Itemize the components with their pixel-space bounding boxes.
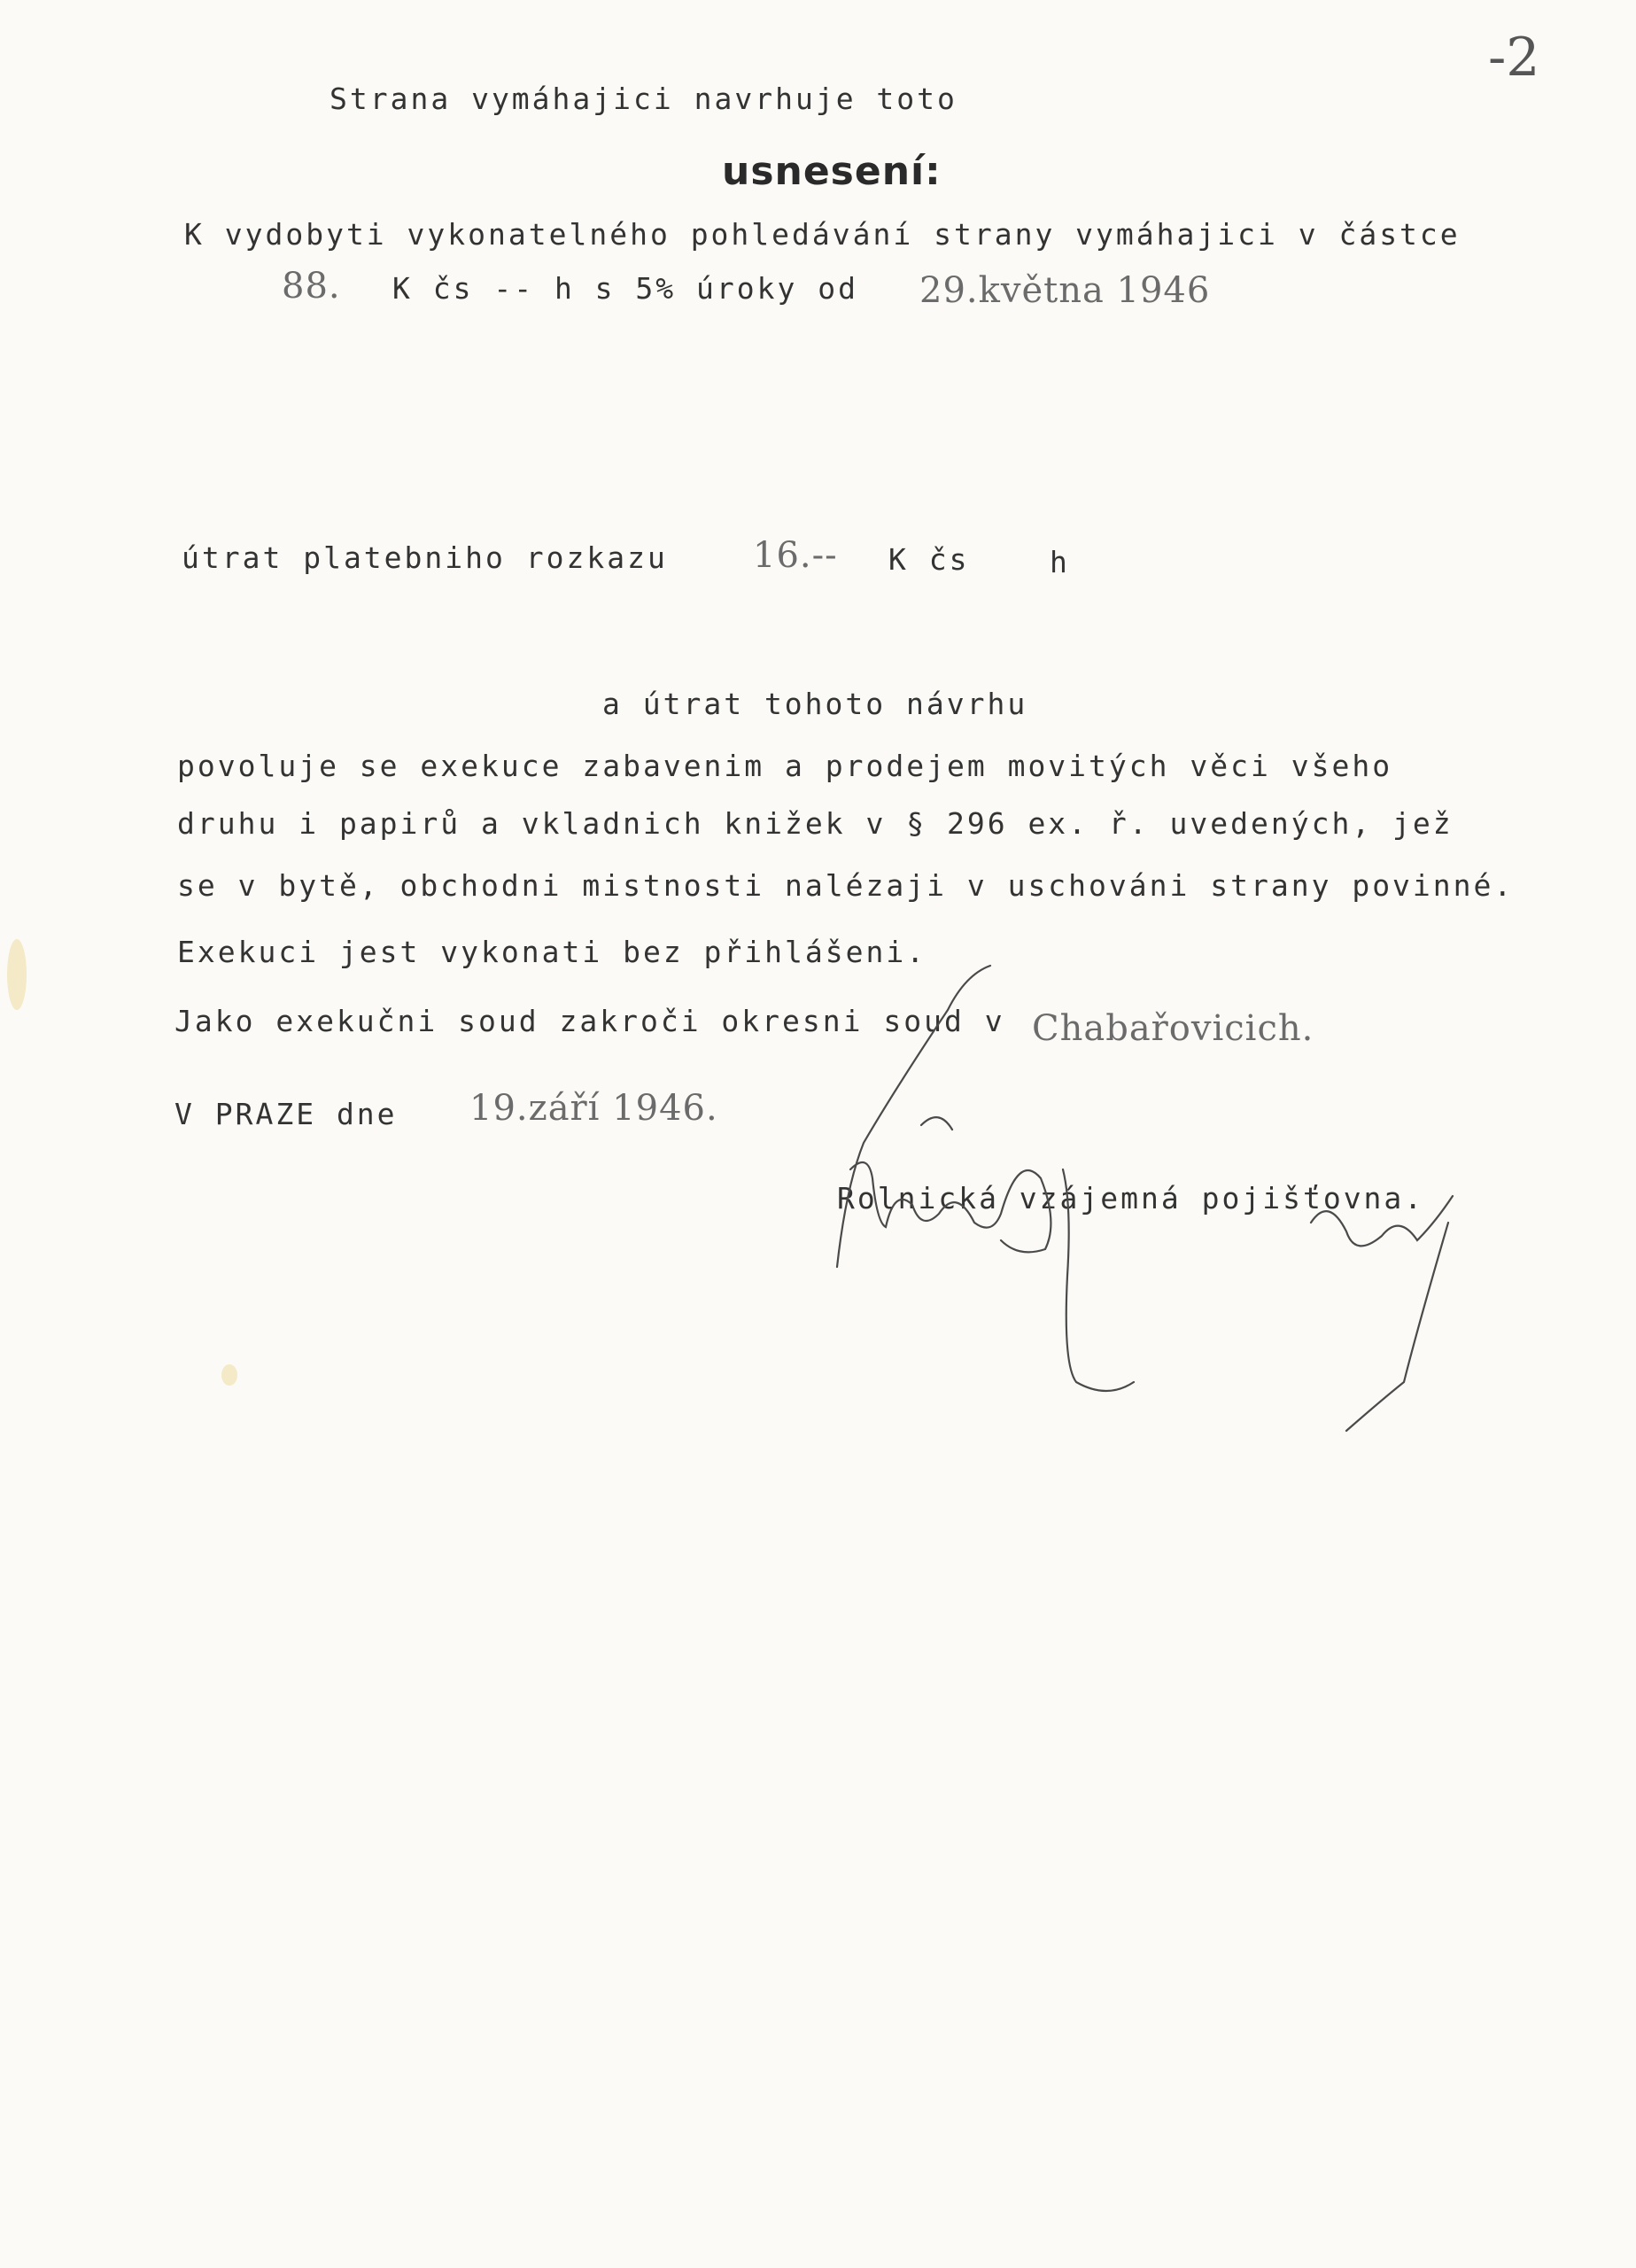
claim-currency-interest: K čs -- h s 5% úroky od (392, 271, 858, 306)
claim-line: K vydobyti vykonatelného pohledávání strany vymáhajici v částce (184, 217, 1461, 252)
intro-line: Strana vymáhajici navrhuje toto (330, 82, 958, 116)
costs-h: h (1050, 545, 1070, 579)
costs-label: útrat platebniho rozkazu (182, 540, 668, 575)
costs-currency: K čs (888, 542, 970, 577)
costs-amount: 16.-- (753, 535, 838, 576)
page-number-handwritten: -2 (1488, 27, 1540, 89)
company-name: Rolnická vzájemná pojišťovna. (837, 1181, 1425, 1216)
body-line-2: druhu i papirů a vkladnich knižek v § 296 ex. ř. uvedených, jež (177, 806, 1454, 841)
interest-from-date: 29.května 1946 (919, 270, 1211, 311)
body-line-3: se v bytě, obchodni mistnosti nalézaji v uschováni strany povinné. (177, 868, 1515, 903)
claim-amount: 88. (282, 266, 341, 307)
place-date-prefix: V PRAZE dne (174, 1097, 398, 1131)
signature-date: 19.září 1946. (469, 1088, 718, 1129)
body-line-4: Exekuci jest vykonati bez přihlášeni. (177, 935, 927, 969)
document-title: usnesení: (722, 149, 942, 194)
motion-costs-line: a útrat tohoto návrhu (602, 687, 1028, 721)
court-place: Chabařovicich. (1032, 1008, 1314, 1049)
court-line: Jako exekučni soud zakroči okresni soud v (174, 1004, 1005, 1038)
body-line-1: povoluje se exekuce zabavenim a prodejem movitých věci všeho (177, 749, 1393, 783)
